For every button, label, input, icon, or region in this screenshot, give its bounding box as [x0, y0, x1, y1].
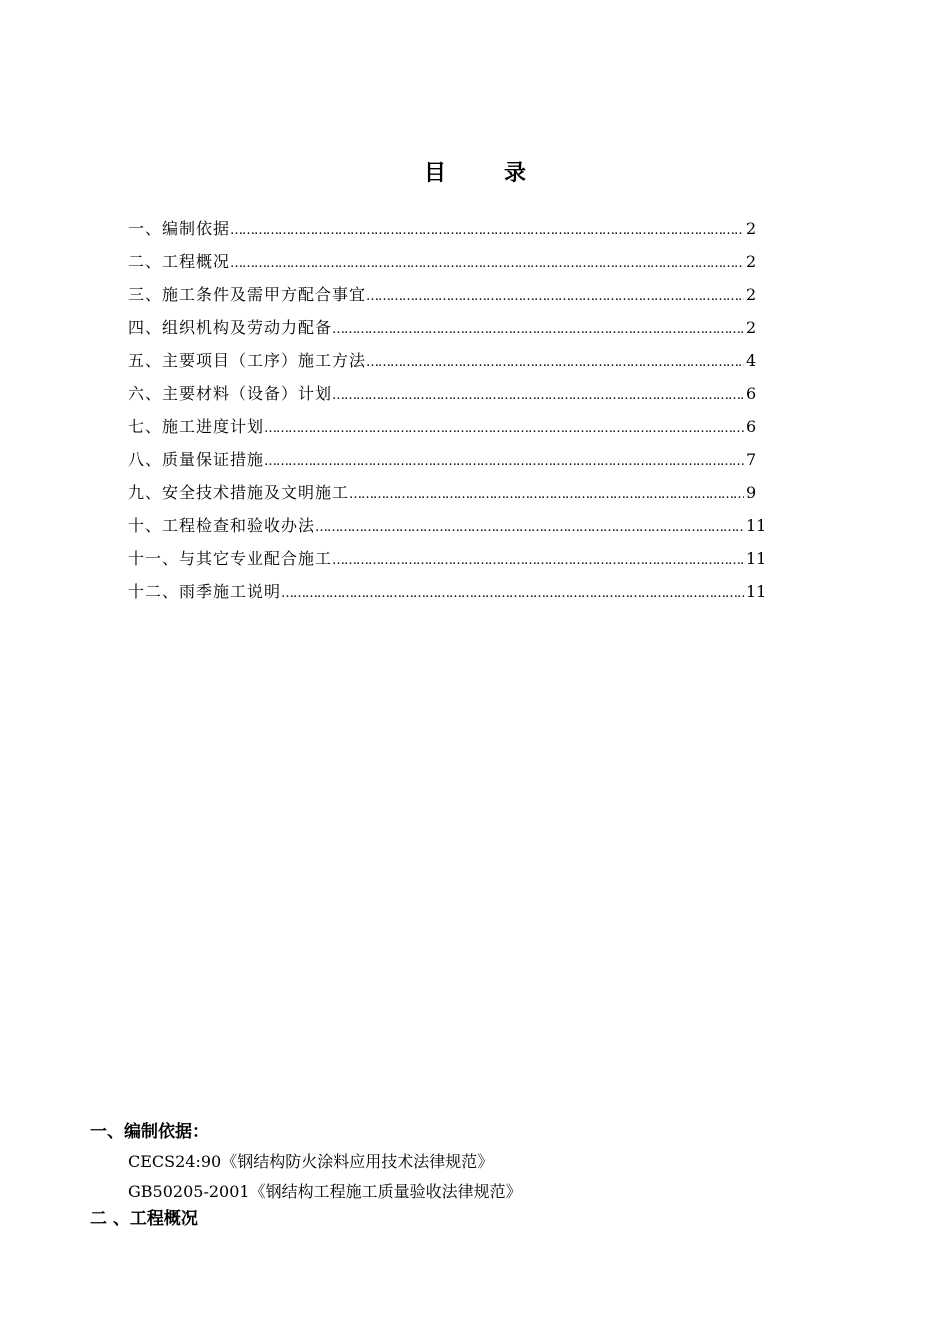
toc-item[interactable]: [128, 476, 768, 509]
toc-item-page: 7: [746, 450, 757, 469]
section-basis: [90, 1120, 890, 1204]
toc-item-label: 一、编制依据: [128, 219, 231, 238]
toc-item-label: 八、质量保证措施: [128, 450, 265, 469]
toc-leader-dots: [332, 544, 744, 575]
toc-leader-dots: [281, 577, 744, 608]
toc-item-label: 十一、与其它专业配合施工: [128, 549, 333, 568]
toc-leader-dots: [366, 346, 744, 377]
toc-title: [0, 156, 950, 187]
toc-leader-dots: [264, 412, 744, 443]
toc-item[interactable]: [128, 377, 768, 410]
toc-item[interactable]: [128, 542, 768, 575]
toc-item-label: 四、组织机构及劳动力配备: [128, 318, 333, 337]
toc-item-page: 6: [746, 417, 757, 436]
toc-item[interactable]: [128, 245, 768, 278]
toc-leader-dots: [332, 379, 744, 410]
toc-title-right: 录: [504, 161, 527, 186]
section-heading: 二 、工程概况: [90, 1209, 198, 1229]
table-of-contents: [128, 212, 768, 608]
toc-item[interactable]: [128, 212, 768, 245]
toc-item-page: 2: [746, 219, 757, 238]
toc-item-page: 11: [746, 549, 767, 568]
toc-item-label: 九、安全技术措施及文明施工: [128, 483, 350, 502]
toc-leader-dots: [264, 445, 744, 476]
toc-item[interactable]: [128, 344, 768, 377]
toc-item-page: 11: [746, 516, 767, 535]
toc-item-page: 2: [746, 285, 757, 304]
toc-item-label: 五、主要项目（工序）施工方法: [128, 351, 367, 370]
toc-leader-dots: [230, 247, 744, 278]
reference-standard: GB50205-2001《钢结构工程施工质量验收法律规范》: [128, 1182, 522, 1201]
section-heading: 一、编制依据：: [90, 1122, 209, 1142]
section-overview: [90, 1207, 890, 1231]
toc-item-page: 11: [746, 582, 767, 601]
toc-leader-dots: [332, 313, 744, 344]
toc-item-page: 2: [746, 318, 757, 337]
toc-item-page: 6: [746, 384, 757, 403]
toc-leader-dots: [230, 214, 744, 245]
toc-leader-dots: [366, 280, 744, 311]
toc-item-label: 十二、雨季施工说明: [128, 582, 282, 601]
toc-item-page: 4: [746, 351, 757, 370]
toc-item[interactable]: [128, 509, 768, 542]
toc-item-label: 二、工程概况: [128, 252, 231, 271]
toc-item-label: 十、工程检查和验收办法: [128, 516, 316, 535]
toc-item[interactable]: [128, 443, 768, 476]
toc-item-page: 2: [746, 252, 757, 271]
toc-item-page: 9: [746, 483, 757, 502]
toc-item[interactable]: [128, 410, 768, 443]
reference-standard: CECS24:90《钢结构防火涂料应用技术法律规范》: [128, 1152, 494, 1171]
toc-item-label: 三、施工条件及需甲方配合事宜: [128, 285, 367, 304]
toc-item[interactable]: [128, 575, 768, 608]
toc-item[interactable]: [128, 311, 768, 344]
toc-title-left: 目: [423, 161, 446, 186]
toc-item[interactable]: [128, 278, 768, 311]
toc-item-label: 六、主要材料（设备）计划: [128, 384, 333, 403]
toc-leader-dots: [349, 478, 744, 509]
toc-item-label: 七、施工进度计划: [128, 417, 265, 436]
toc-leader-dots: [315, 511, 744, 542]
